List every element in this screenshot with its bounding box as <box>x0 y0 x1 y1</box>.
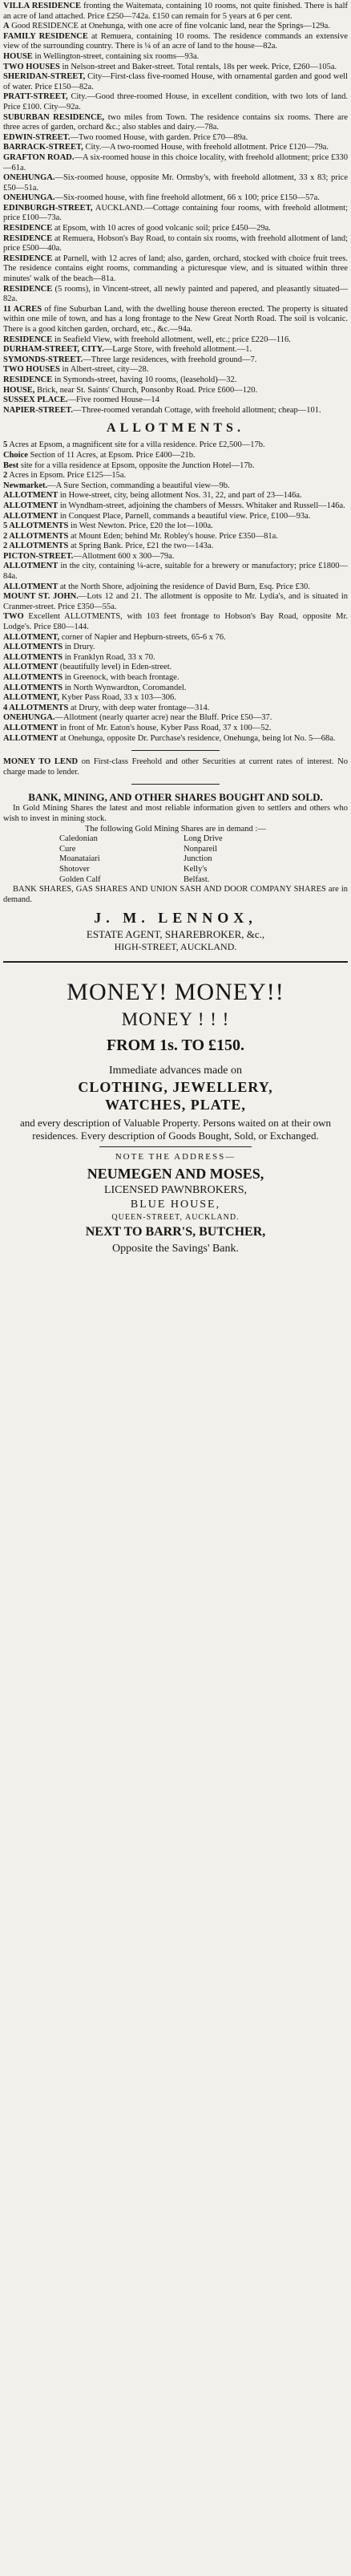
listing-text: in North Wynwardton, Coromandel. <box>63 683 187 692</box>
allotment-listings <box>3 440 348 744</box>
listing-item <box>3 673 348 684</box>
agent-address: HIGH-STREET, AUCKLAND. <box>114 941 237 953</box>
listing-lead: ALLOTMENTS <box>3 643 63 652</box>
listing-text: at Spring Bank. Price, £21 the two—143a. <box>68 542 214 551</box>
listing-item <box>3 643 348 653</box>
listing-text: in Drury. <box>63 643 95 652</box>
listing-lead: EDWIN-STREET. <box>3 132 71 142</box>
listing-item <box>3 684 348 694</box>
listing-item <box>3 653 348 663</box>
firm-street: QUEEN-STREET, AUCKLAND. <box>111 1213 240 1223</box>
share-name: Golden Calf <box>59 874 101 884</box>
listing-lead: HOUSE, <box>3 385 35 395</box>
listing-item <box>3 234 348 254</box>
listing-item <box>3 481 348 492</box>
listing-lead: A <box>3 22 10 31</box>
listing-lead: TWO HOUSES <box>3 365 60 375</box>
listing-text: in Conquest Place, Parnell, commands a beautiful view. Price, £100—93a. <box>58 511 311 521</box>
listing-item <box>3 501 348 512</box>
divider <box>3 961 348 963</box>
listing-item <box>3 582 348 593</box>
listing-item <box>3 396 348 406</box>
listing-lead: RESIDENCE <box>3 335 53 344</box>
shares-list <box>3 834 348 885</box>
firm-opposite: Opposite the Savings' Bank. <box>111 1243 240 1256</box>
shares-intro: In Gold Mining Shares the latest and most reliable information given to settlers and others who wish to invest in mining stock. <box>3 804 348 823</box>
listing-item <box>3 133 348 144</box>
listing-item <box>3 451 348 461</box>
firm-name: NEUMEGEN AND MOSES, <box>87 1166 264 1183</box>
listing-lead: SYMONDS-STREET. <box>3 355 83 364</box>
listing-lead: MOUNT ST. JOHN. <box>3 592 79 602</box>
listing-text: in Franklyn Road, 33 x 70. <box>63 652 155 662</box>
money-lend-lead: MONEY TO LEND <box>3 757 79 767</box>
listing-lead: 4 ALLOTMENTS <box>3 703 69 712</box>
listing-item <box>3 92 348 112</box>
listing-item <box>3 542 348 552</box>
listing-item <box>3 375 348 386</box>
listing-item <box>3 612 348 632</box>
listing-item <box>3 305 348 335</box>
listing-text: Good RESIDENCE at Onehunga, with one acre of fine volcanic land, near the Springs—129a. <box>9 22 330 31</box>
listing-text: at Mount Eden; behind Mr. Robley's house. Price £350—81a. <box>68 531 278 541</box>
listing-lead: NAPIER-STREET. <box>3 405 74 415</box>
listing-text: —Six-roomed house, with fine freehold allotment, 66 x 100; price £150—57a. <box>54 193 320 203</box>
listing-text: —Large Store, with freehold allotment.—1. <box>103 345 252 355</box>
listing-text: City—First-class five-roomed House, with ornamental garden and good well of water. Price £150—82a. <box>3 72 348 91</box>
divider <box>131 750 220 751</box>
listing-item <box>3 32 348 52</box>
listing-text: in Wellington-street, containing six rooms—93a. <box>32 51 200 61</box>
note-address: NOTE THE ADDRESS— <box>115 1152 236 1162</box>
share-name: Moanataiari <box>59 854 100 864</box>
listing-item <box>3 704 348 714</box>
listing-item <box>3 713 348 724</box>
allotments-heading: ALLOTMENTS. <box>107 421 244 436</box>
share-name: Kelly's <box>184 864 208 874</box>
listing-lead: Choice <box>3 450 28 460</box>
listing-item <box>3 22 348 32</box>
advances-body: and every description of Valuable Property. Persons waited on at their own residences. Every description of Goods Bought, Sold, or Exchanged. <box>19 1117 332 1142</box>
residence-listings <box>3 2 348 416</box>
listing-item <box>3 224 348 234</box>
listing-lead: TWO HOUSES <box>3 62 60 71</box>
listing-lead: ALLOTMENT <box>3 733 58 743</box>
listing-text: —A six-roomed house in this choice locality, with freehold allotment; price £330—61a. <box>3 152 348 172</box>
listing-lead: 2 <box>3 471 8 481</box>
listing-lead: TWO <box>3 612 24 622</box>
listing-lead: VILLA RESIDENCE <box>3 2 82 10</box>
listing-text: (5 rooms), in Vincent-street, all newly painted and papered, and pleasantly situated—82a. <box>3 284 348 304</box>
listing-item <box>3 52 348 63</box>
money-range: FROM 1s. TO £150. <box>106 1036 245 1055</box>
share-name: Belfast. <box>184 874 210 884</box>
listing-text: at Epsom, with 10 acres of good volcanic soil; price £450—29a. <box>52 224 271 233</box>
share-name: Long Drive <box>184 834 223 844</box>
listing-lead: ALLOTMENTS <box>3 652 63 662</box>
listing-lead: 2 ALLOTMENTS <box>3 531 69 541</box>
listing-lead: RESIDENCE <box>3 284 53 294</box>
money-subheadline: MONEY ! ! ! <box>121 1009 230 1030</box>
listing-lead: ALLOTMENT, <box>3 693 60 703</box>
listing-lead: SUBURBAN RESIDENCE, <box>3 112 105 122</box>
firm-licence: LICENSED PAWNBROKERS, <box>103 1184 248 1197</box>
listing-item <box>3 592 348 612</box>
listing-text: —Six-roomed house, opposite Mr. Ormsby's, with freehold allotment, 33 x 83; price £50—51a. <box>3 173 348 193</box>
listing-item <box>3 471 348 481</box>
listing-text: of fine Suburban Land, with the dwelling house thereon erected. The property is situated within one mile of town, and has a long frontage to the New Great North Road. The soil is volcanic. There is a good kitchen garden, orchard, etc., &c.—94a. <box>3 304 348 334</box>
listing-text: at Remuera, Hobson's Bay Road, to contain six rooms, with freehold allotment of land; price £500—40a. <box>3 233 348 254</box>
listing-item <box>3 345 348 355</box>
money-headline: MONEY! MONEY!! <box>67 979 284 1006</box>
listing-lead: FAMILY RESIDENCE <box>3 31 88 41</box>
advances-line: Immediate advances made on <box>109 1065 242 1077</box>
listing-lead: BARRACK-STREET, <box>3 143 83 152</box>
divider <box>131 784 220 785</box>
listing-text: —Three-roomed verandah Cottage, with freehold allotment; cheap—101. <box>73 405 321 415</box>
listing-item <box>3 693 348 704</box>
listing-item <box>3 491 348 501</box>
listing-lead: RESIDENCE <box>3 254 53 263</box>
listing-item <box>3 512 348 522</box>
listing-lead: SUSSEX PLACE. <box>3 396 68 405</box>
listing-lead: ALLOTMENTS <box>3 673 63 682</box>
listing-lead: ALLOTMENT <box>3 511 58 521</box>
listing-item <box>3 532 348 542</box>
listing-lead: ALLOTMENT <box>3 501 58 510</box>
listing-item <box>3 724 348 734</box>
listing-item <box>3 204 348 224</box>
listing-text: at Parnell, with 12 acres of land; also, garden, orchard, stocked with choice fruit trees. The residence contains eight rooms, commanding a picturesque view, and is situated within three minutes' walk of the beach—81a. <box>3 254 348 284</box>
listing-text: —Two roomed House, with garden. Price £70—89a. <box>70 132 248 142</box>
listing-text: —A Sure Section, commanding a beautiful view—9b. <box>47 481 230 490</box>
listing-text: Section of 11 Acres, at Epsom. Price £400—21b. <box>27 450 196 460</box>
listing-lead: 2 ALLOTMENTS <box>3 542 69 551</box>
listing-item <box>3 2 348 22</box>
firm-next-to: NEXT TO BARR'S, BUTCHER, <box>85 1225 266 1239</box>
listing-item <box>3 562 348 582</box>
listing-lead: GRAFTON ROAD. <box>3 152 75 162</box>
listing-item <box>3 143 348 153</box>
listing-text: at Remuera, containing 10 rooms. The residence commands an extensive view of the surrounding country. There is ¼ of an acre of land to the house—82a. <box>3 31 348 51</box>
listing-text: in the city, containing ¼-acre, suitable for a brewery or manufactory; price £1800—84a. <box>3 562 348 582</box>
listing-lead: ALLOTMENT <box>3 663 58 672</box>
listing-item <box>3 113 348 133</box>
listing-lead: 5 <box>3 440 8 450</box>
advances-items-2: WATCHES, PLATE, <box>105 1097 246 1114</box>
listing-item <box>3 254 348 285</box>
listing-lead: EDINBURGH-STREET, <box>3 203 93 213</box>
listing-text: City.—A two-roomed House, with freehold allotment. Price £120—79a. <box>83 143 329 152</box>
listing-lead: RESIDENCE <box>3 224 53 233</box>
listing-text: —Five roomed House—14 <box>67 396 159 405</box>
listing-text: fronting the Waitemata, containing 10 rooms, not quite finished. There is half an acre of land attached. Price £250—742a. £150 can remain for 5 years at 6 per cent. <box>3 2 349 21</box>
listing-text: —Three large residences, with freehold ground—7. <box>83 355 257 364</box>
listing-lead: PICTON-STREET. <box>3 551 74 561</box>
listing-text: Excellent ALLOTMENTS, with 103 feet frontage to Hobson's Bay Road, opposite Mr. Lodge's. Price £80—144. <box>3 612 348 632</box>
listing-text: corner of Napier and Hepburn-streets, 65-6 x 76. <box>59 632 226 642</box>
listing-lead: ONEHUNGA. <box>3 713 55 723</box>
listing-text: Acres in Epsom. Price £125—15a. <box>7 471 127 481</box>
listing-item <box>3 153 348 173</box>
listing-lead: ALLOTMENT <box>3 562 58 571</box>
listing-text: at Drury, with deep water frontage—314. <box>68 703 210 712</box>
share-name: Cure <box>59 844 76 854</box>
bank-shares-notice: BANK SHARES, GAS SHARES AND UNION SASH AND DOOR COMPANY SHARES are in demand. <box>3 885 348 904</box>
listing-lead: ALLOTMENT <box>3 582 58 591</box>
listing-lead: Newmarket. <box>3 481 48 490</box>
listing-lead: ALLOTMENT <box>3 491 58 501</box>
listing-text: site for a villa residence at Epsom, opposite the Junction Hotel—17b. <box>18 460 255 470</box>
listing-lead: RESIDENCE <box>3 233 53 243</box>
listing-lead: RESIDENCE <box>3 375 53 384</box>
listing-text: in Howe-street, city, being allotment Nos. 31, 22, and part of 23—146a. <box>58 491 302 501</box>
listing-lead: PRATT-STREET, <box>3 92 68 102</box>
agent-name: J. M. LENNOX, <box>94 910 257 927</box>
listing-item <box>3 63 348 73</box>
listing-lead: ALLOTMENT, <box>3 632 60 642</box>
listing-text: in Symonds-street, having 10 rooms, (leasehold)—32. <box>52 375 237 384</box>
listing-item <box>3 633 348 643</box>
listing-text: City.—Good three-roomed House, in excellent condition, with two lots of land. Price £100. City—92a. <box>3 92 348 112</box>
share-name: Nonpareil <box>184 844 217 854</box>
listing-text: in Seafield View, with freehold allotment, well, etc.; price £220—116. <box>52 335 291 344</box>
listing-text: at the North Shore, adjoining the residence of David Burn, Esq. Price £30. <box>58 582 310 591</box>
listing-text: —Allotment 600 x 300—79a. <box>73 551 175 561</box>
listing-text: two miles from Town. The residence contains six rooms. There are three acres of garden, orchard &c.; also stables and dairy.—78a. <box>3 112 348 132</box>
listing-lead: ALLOTMENT <box>3 723 58 732</box>
agent-title: ESTATE AGENT, SHAREBROKER, &c., <box>86 928 265 941</box>
share-name: Junction <box>184 854 212 864</box>
listing-lead: 5 ALLOTMENTS <box>3 521 69 531</box>
listing-text: in front of Mr. Eaton's house, Kyber Pass Road, 37 x 100—52. <box>58 723 272 732</box>
divider <box>99 1146 252 1147</box>
shares-demand: The following Gold Mining Shares are in demand :— <box>85 824 266 834</box>
share-name: Shotover <box>59 864 90 874</box>
listing-item <box>3 406 348 416</box>
listing-item <box>3 72 348 92</box>
listing-text: at Onehunga, opposite Dr. Purchase's residence, Onehunga, being lot No. 5—68a. <box>58 733 336 743</box>
listing-lead: ONEHUNGA. <box>3 193 55 203</box>
listing-item <box>3 355 348 366</box>
listing-item <box>3 193 348 204</box>
listing-text: in Nelson-street and Baker-street. Total rentals, 18s per week. Price, £260—105a. <box>59 62 337 71</box>
listing-text: —Lots 12 and 21. The allotment is opposite to Mr. Lydia's, and is situated in Cranmer-street. Price £350—55a. <box>3 592 348 611</box>
shares-heading: BANK, MINING, AND OTHER SHARES BOUGHT AND SOLD. <box>28 791 323 804</box>
share-name: Caledonian <box>59 834 98 844</box>
listing-lead: 11 ACRES <box>3 304 42 314</box>
listing-text: —Allotment (nearly quarter acre) near the Bluff. Price £50—37. <box>54 713 272 723</box>
listing-text: Acres at Epsom, a magnificent site for a villa residence. Price £2,500—17b. <box>7 440 265 450</box>
listing-text: AUCKLAND.—Cottage containing four rooms, with freehold allotment; price £100—73a. <box>3 203 348 223</box>
listing-lead: Best <box>3 460 19 470</box>
listing-item <box>3 365 348 375</box>
listing-text: Kyber Pass Road, 33 x 103—306. <box>59 693 176 703</box>
listing-text: in West Newton. Price, £20 the lot—100a. <box>68 521 213 531</box>
listing-item <box>3 552 348 562</box>
listing-item <box>3 285 348 305</box>
listing-lead: DURHAM-STREET, CITY. <box>3 345 104 355</box>
listing-text: in Albert-street, city—28. <box>59 365 149 375</box>
listing-text: (beautifully level) in Eden-street. <box>58 663 172 672</box>
listing-text: in Wyndham-street, adjoining the chambers of Messrs. Whitaker and Russell—146a. <box>58 501 345 510</box>
listing-item <box>3 461 348 472</box>
listing-item <box>3 663 348 673</box>
money-lend-text: on First-class Freehold and other Securities at current rates of interest. No charge made to lender. <box>3 757 348 777</box>
listing-text: Brick, near St. Saints' Church, Ponsonby Road. Price £600—120. <box>34 385 258 395</box>
money-to-lend-notice <box>3 757 348 777</box>
listing-lead: HOUSE <box>3 51 33 61</box>
listing-lead: ONEHUNGA. <box>3 173 55 183</box>
listing-text: in Greenock, with beach frontage. <box>63 673 180 682</box>
listing-item <box>3 440 348 451</box>
listing-item <box>3 386 348 396</box>
listing-item <box>3 734 348 744</box>
listing-lead: ALLOTMENTS <box>3 683 63 692</box>
listing-item <box>3 173 348 193</box>
listing-lead: SHERIDAN-STREET, <box>3 72 86 82</box>
listing-item <box>3 335 348 346</box>
advances-items-1: CLOTHING, JEWELLERY, <box>78 1079 273 1096</box>
firm-house: BLUE HOUSE, <box>130 1199 221 1211</box>
listing-item <box>3 521 348 532</box>
